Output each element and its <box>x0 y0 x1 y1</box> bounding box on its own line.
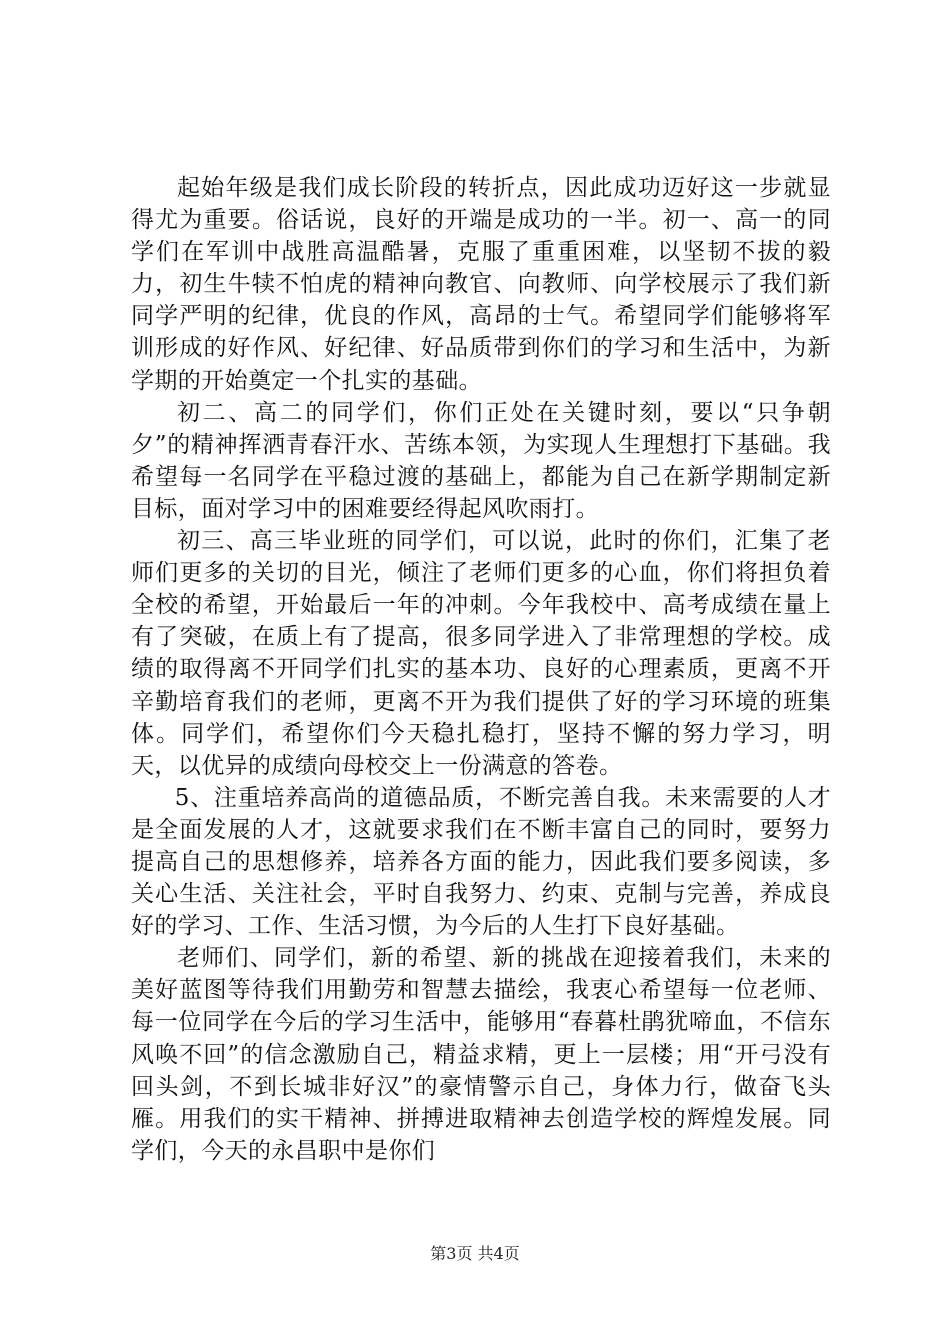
paragraph-second-year: 初二、高二的同学们，你们正处在关键时刻，要以“只争朝夕”的精神挥洒青春汗水、苦练本领，为实现人生理想打下基础。我希望每一名同学在平稳过渡的基础上，都能为自己在新学期制定新目标，面对学习中的困难要经得起风吹雨打。 <box>131 399 831 522</box>
page-number-footer: 第3页 共4页 <box>430 1244 520 1263</box>
paragraph-graduating-year: 初三、高三毕业班的同学们，可以说，此时的你们，汇集了老师们更多的关切的目光，倾注了老师们更多的心血，你们将担负着全校的希望，开始最后一年的冲刺。今年我校中、高考成绩在量上有了突破，在质上有了提高，很多同学进入了非常理想的学校。成绩的取得离不开同学们扎实的基本功、良好的心理素质，更离不开辛勤培育我们的老师，更离不开为我们提供了好的学习环境的班集体。同学们，希望你们今天稳扎稳打，坚持不懈的努力学习，明天，以优异的成绩向母校交上一份满意的答卷。 <box>131 528 831 779</box>
paragraph-closing: 老师们、同学们，新的希望、新的挑战在迎接着我们，未来的美好蓝图等待我们用勤劳和智慧去描绘，我衷心希望每一位老师、每一位同学在今后的学习生活中，能够用“春暮杜鹃犹啼血，不信东风唤不回”的信念激励自己，精益求精，更上一层楼；用“开弓没有回头剑，不到长城非好汉”的豪情警示自己，身体力行，做奋飞头雁。用我们的实干精神、拼搏进取精神去创造学校的辉煌发展。同学们，今天的永昌职中是你们 <box>131 945 831 1164</box>
paragraph-moral-quality: 5、注重培养高尚的道德品质，不断完善自我。未来需要的人才是全面发展的人才，这就要求我们在不断丰富自己的同时，要努力提高自己的思想修养，培养各方面的能力，因此我们要多阅读，多关心生活、关注社会，平时自我努力、约束、克制与完善，养成良好的学习、工作、生活习惯，为今后的人生打下良好基础。 <box>131 784 831 940</box>
paragraph-first-year: 起始年级是我们成长阶段的转折点，因此成功迈好这一步就显得尤为重要。俗话说，良好的开端是成功的一半。初一、高一的同学们在军训中战胜高温酷暑，克服了重重困难，以坚韧不拔的毅力，初生牛犊不怕虎的精神向教官、向教师、向学校展示了我们新同学严明的纪律，优良的作风，高昂的士气。希望同学们能够将军训形成的好作风、好纪律、好品质带到你们的学习和生活中，为新学期的开始奠定一个扎实的基础。 <box>131 175 831 394</box>
document-body <box>131 172 831 1167</box>
